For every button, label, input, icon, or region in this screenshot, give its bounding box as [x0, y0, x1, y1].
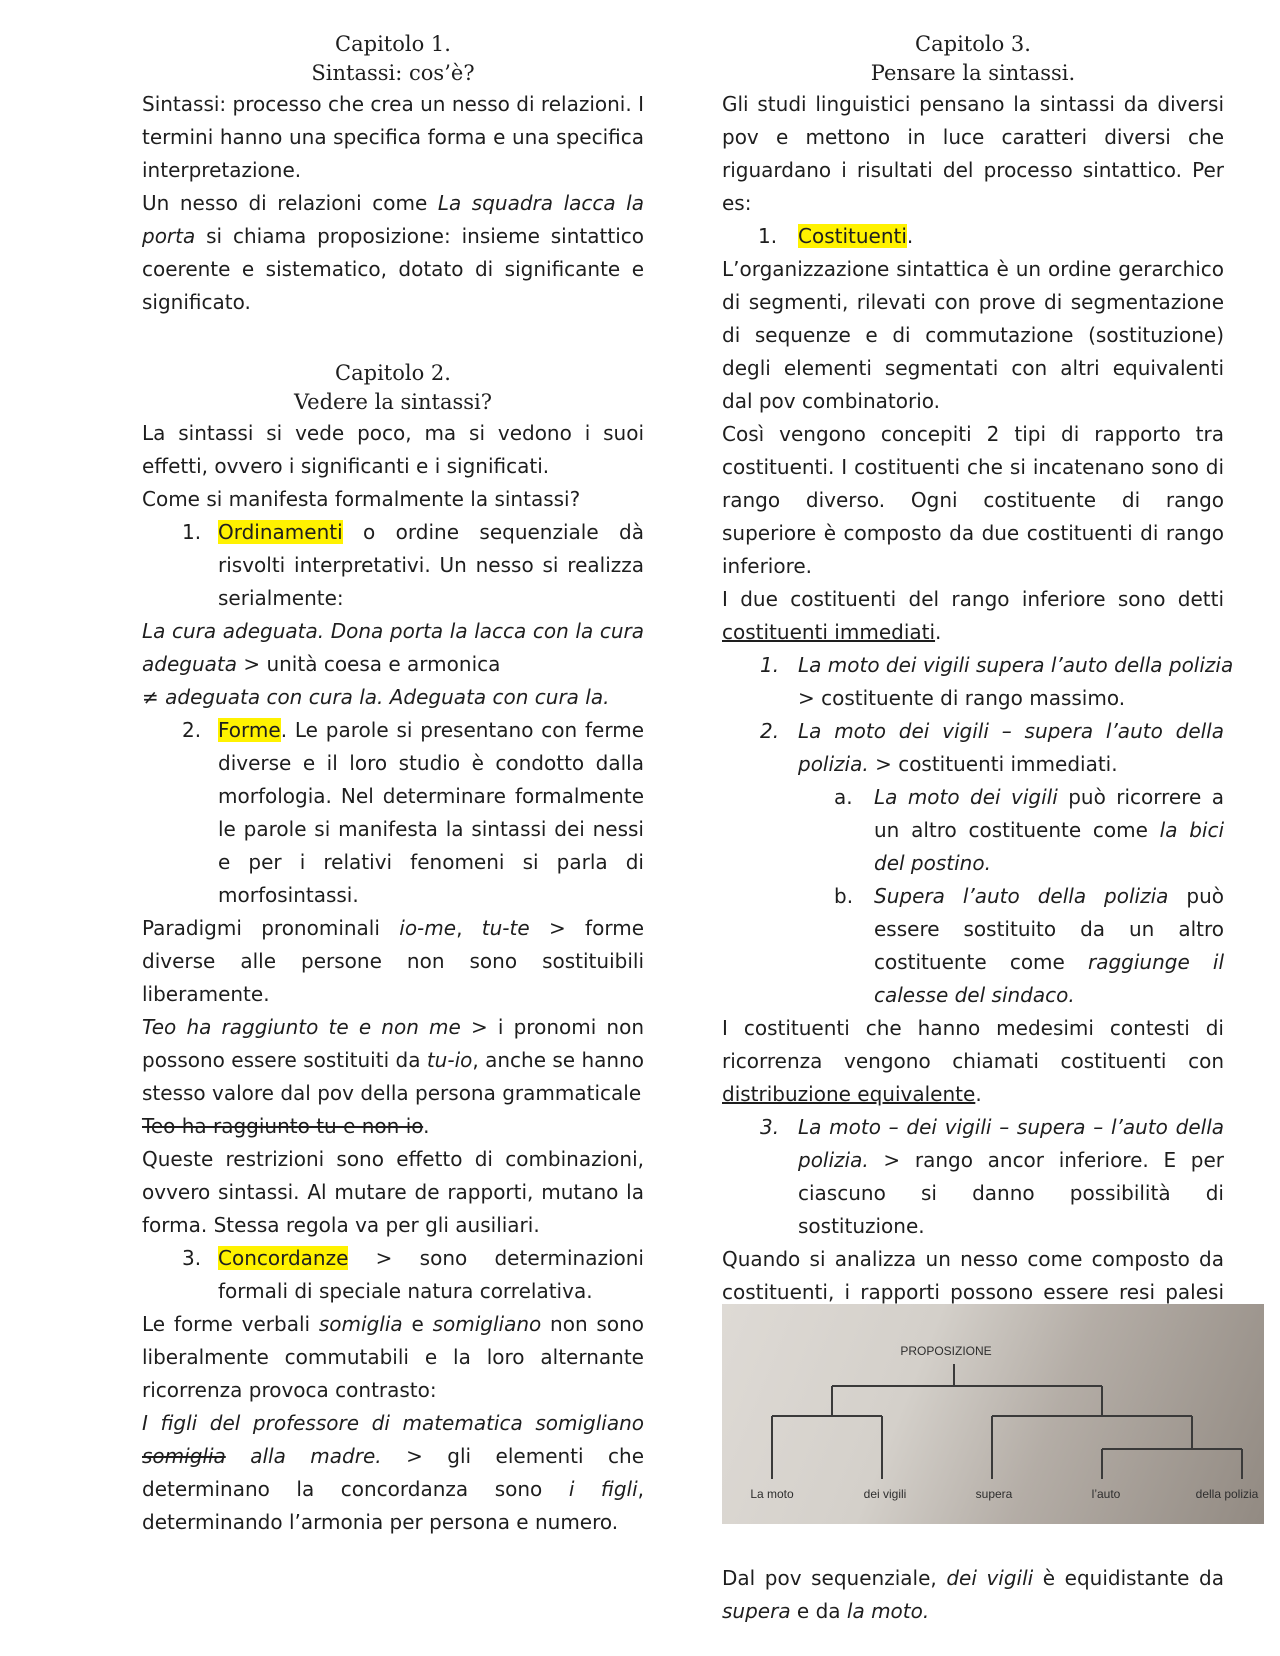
paragraph: Così vengono concepiti 2 tipi di rapporto tra costituenti. I costituenti che si incatenano sono di rango diverso. Ogni costituente di rango superiore è composto da due costituenti di rango inferiore. — [722, 422, 1224, 578]
paragraph: Queste restrizioni sono effetto di combinazioni, ovvero sintassi. Al mutare de rapporti, mutano la forma. Stessa regola va per gli ausiliari. — [142, 1147, 644, 1237]
list-item: b. Supera l’auto della polizia può essere sostituito da un altro costituente come raggiunge il calesse del sindaco. — [834, 884, 1225, 1007]
chapter-2-title: Capitolo 2. — [335, 361, 451, 385]
list-item: 1. Ordinamenti o ordine sequenziale dà risvolti interpretativi. Un nesso si realizza serialmente: — [182, 520, 644, 610]
paragraph: Sintassi: processo che crea un nesso di relazioni. I termini hanno una specifica forma e una specifica interpretazione. — [142, 92, 644, 182]
syntax-tree-image — [722, 1304, 1264, 1524]
chapter-3-subtitle: Pensare la sintassi. — [870, 61, 1076, 85]
paragraph: Gli studi linguistici pensano la sintassi da diversi pov e mettono in luce caratteri diversi che riguardano i risultati del processo sintattico. Per es: — [722, 92, 1224, 215]
paragraph: Come si manifesta formalmente la sintassi? — [142, 487, 581, 511]
paragraph: La cura adeguata. Dona porta la lacca con la cura adeguata > unità coesa e armonica — [142, 619, 644, 676]
list-item: 3. Concordanze > sono determinazioni formali di speciale natura correlativa. — [182, 1246, 644, 1303]
tree-leaf-label: dei vigili — [863, 1487, 907, 1501]
paragraph: Teo ha raggiunto te e non me > i pronomi non possono essere sostituiti da tu-io, anche se hanno stesso valore dal pov della persona grammaticale — [142, 1015, 645, 1105]
paragraph: La sintassi si vede poco, ma si vedono i suoi effetti, ovvero i significanti e i significati. — [142, 421, 644, 478]
paragraph: Le forme verbali somiglia e somigliano non sono liberalmente commutabili e la loro alternante ricorrenza provoca contrasto: — [142, 1312, 644, 1402]
list-item: 1. La moto dei vigili supera l’auto della polizia > costituente di rango massimo. — [760, 653, 1234, 710]
tree-leaf-label: supera — [975, 1487, 1013, 1501]
highlight: Concordanze — [218, 1246, 349, 1270]
paragraph: I due costituenti del rango inferiore sono detti costituenti immediati. — [722, 587, 1224, 644]
chapter-3-title: Capitolo 3. — [915, 32, 1031, 56]
paragraph: Quando si analizza un nesso come composto da costituenti, i rapporti possono essere resi palesi — [722, 1247, 1224, 1304]
tree-leaf-label: l’auto — [1091, 1487, 1121, 1501]
list-item: 2. Forme. Le parole si presentano con ferme diverse e il loro studio è condotto dalla morfologia. Nel determinare formalmente le parole si manifesta la sintassi dei nessi e per i relativi fenomeni si parla di morfosintassi. — [182, 718, 644, 907]
tree-root-label: PROPOSIZIONE — [900, 1344, 992, 1358]
list-item: 1. Costituenti. — [758, 224, 914, 248]
tree-leaf-label: La moto — [750, 1487, 794, 1501]
paragraph: ≠ adeguata con cura la. Adeguata con cura la. — [142, 685, 610, 709]
right-column — [722, 30, 1234, 1375]
paragraph: Teo ha raggiunto tu e non io. — [142, 1114, 430, 1138]
chapter-1-title: Capitolo 1. — [335, 32, 451, 56]
highlight: Costituenti — [798, 224, 907, 248]
tree-leaf-label: della polizia — [1195, 1487, 1259, 1501]
chapter-2-subtitle: Vedere la sintassi? — [293, 390, 493, 414]
paragraph: I costituenti che hanno medesimi contesti di ricorrenza vengono chiamati costituenti con distribuzione equivalente. — [722, 1016, 1224, 1106]
left-column — [142, 30, 644, 1539]
highlight: Forme — [218, 718, 281, 742]
paragraph: Paradigmi pronominali io-me, tu-te > forme diverse alle persone non sono sostituibili liberamente. — [142, 916, 644, 1006]
closing-paragraph — [722, 1562, 1224, 1628]
list-item: a. La moto dei vigili può ricorrere a un altro costituente come la bici del postino. — [834, 785, 1224, 875]
list-item: 2. La moto dei vigili – supera l’auto della polizia. > costituenti immediati. — [760, 719, 1224, 776]
paragraph: L’organizzazione sintattica è un ordine gerarchico di segmenti, rilevati con prove di segmentazione di sequenze e di commutazione (sostituzione) degli elementi segmentati con altri equivalenti dal pov combinatorio. — [722, 257, 1224, 413]
paragraph: Dal pov sequenziale, dei vigili è equidistante da supera e da la moto. — [722, 1566, 1224, 1623]
chapter-1-subtitle: Sintassi: cos’è? — [311, 61, 475, 85]
paragraph: I figli del professore di matematica somigliano somiglia alla madre. > gli elementi che determinano la concordanza sono i figli, determinando l’armonia per persona e numero. — [142, 1411, 644, 1534]
highlight: Ordinamenti — [218, 520, 343, 544]
paragraph: Un nesso di relazioni come La squadra lacca la porta si chiama proposizione: insieme sintattico coerente e sistematico, dotato di significante e significato. — [142, 191, 644, 314]
list-item: 3. La moto – dei vigili – supera – l’auto della polizia. > rango ancor inferiore. E per ciascuno si danno possibilità di sostituzione. — [760, 1115, 1224, 1238]
